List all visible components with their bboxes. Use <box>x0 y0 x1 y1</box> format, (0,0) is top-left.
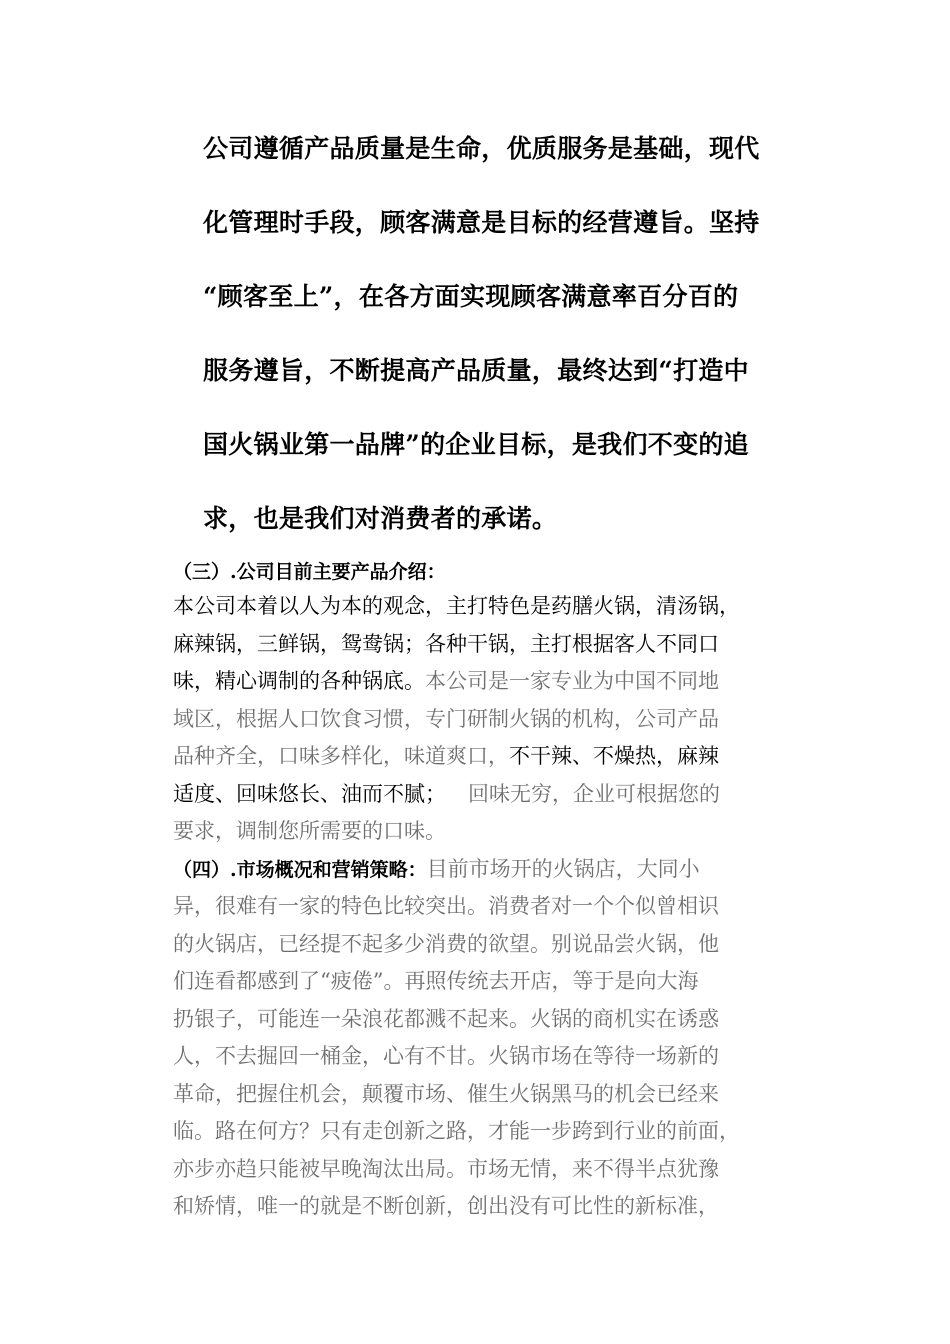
section-3-body <box>173 588 773 851</box>
paragraph-line: 异，很难有一家的特色比较突出。消费者对一个个似曾相识 <box>173 894 719 918</box>
sections <box>173 556 773 1226</box>
mission-line: “顾客至上”，在各方面实现顾客满意率百分百的 <box>203 282 739 311</box>
paragraph-line: 和矫情，唯一的就是不断创新，创出没有可比性的新标准， <box>173 1194 719 1218</box>
paragraph-line: 们连看都感到了“疲倦”。再照传统去开店，等于是向大海 <box>173 969 699 993</box>
paragraph-line: 的火锅店，已经提不起多少消费的欲望。别说品尝火锅，他 <box>173 931 719 956</box>
text-run: 本公司是一家专业为中国不同地 <box>425 669 719 693</box>
paragraph-line <box>173 776 773 814</box>
paragraph-line <box>173 738 773 776</box>
paragraph-line: 要求，调制您所需要的口味。 <box>173 819 446 843</box>
mission-statement <box>203 126 773 570</box>
section-4-heading: （四）.市场概况和营销策略： <box>173 858 427 881</box>
paragraph-line: 本公司本着以人为本的观念，主打特色是药膳火锅，清汤锅， <box>173 594 740 618</box>
text-run: 味，精心调制的各种锅底。 <box>173 669 425 693</box>
paragraph-line <box>173 851 773 889</box>
paragraph-line: 临。路在何方？只有走创新之路，才能一步跨到行业的前面， <box>173 1119 740 1143</box>
mission-line: 求，也是我们对消费者的承诺。 <box>203 504 558 533</box>
paragraph-line: 扔银子，可能连一朵浪花都溅不起来。火锅的商机实在诱惑 <box>173 1006 719 1031</box>
paragraph-line: 革命，把握住机会，颠覆市场、催生火锅黑马的机会已经来 <box>173 1081 719 1106</box>
text-run: 回味无穷，企业可根据您的 <box>468 781 720 806</box>
section-3-heading: （三）.公司目前主要产品介绍： <box>173 561 446 583</box>
mission-line: 公司遵循产品质量是生命，优质服务是基础，现代 <box>203 134 760 163</box>
text-run: 目前市场开的火锅店，大同小 <box>426 856 700 881</box>
mission-line: 国火锅业第一品牌”的企业目标，是我们不变的追 <box>203 430 749 459</box>
paragraph-line: 亦步亦趋只能被早晚淘汰出局。市场无情，来不得半点犹豫 <box>173 1156 719 1181</box>
mission-line: 化管理时手段，顾客满意是目标的经营遵旨。坚持 <box>203 208 760 237</box>
section-4-body <box>173 851 773 1226</box>
paragraph-line <box>173 663 773 701</box>
text-run: 适度、回味悠长、油而不腻； <box>173 781 446 806</box>
text-run: 不干辣、不燥热，麻辣 <box>509 744 719 768</box>
paragraph-line: 人，不去掘回一桶金，心有不甘。火锅市场在等待一场新的 <box>173 1044 719 1068</box>
paragraph-line: 域区，根据人口饮食习惯，专门研制火锅的机构，公司产品 <box>173 706 719 731</box>
mission-line: 服务遵旨，不断提高产品质量，最终达到“打造中 <box>203 356 749 385</box>
text-run: 品种齐全，口味多样化，味道爽口， <box>173 744 509 768</box>
paragraph-line: 麻辣锅，三鲜锅，鸳鸯锅；各种干锅，主打根据客人不同口 <box>173 631 719 656</box>
